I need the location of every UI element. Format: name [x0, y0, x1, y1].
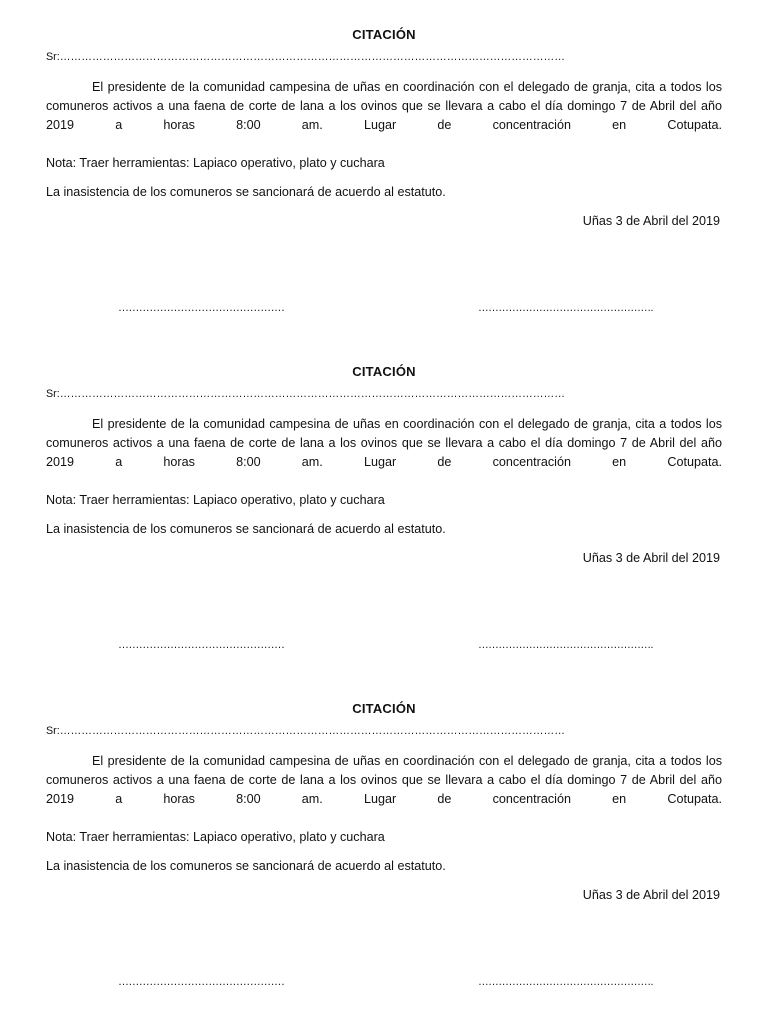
citacion-title: CITACIÓN — [352, 364, 416, 379]
nota-line: Nota: Traer herramientas: Lapiaco operativo, plato y cuchara — [46, 493, 385, 507]
body-line-2: todos los comuneros activos a una faena de corte de lana a los ovinos que se llevara a cabo el día domingo — [46, 754, 722, 787]
body-line-1: El presidente de la comunidad campesina de uñas en coordinación con el delegado de granja, cita a — [92, 754, 667, 768]
signature-line-left: ………………………………………… — [118, 302, 285, 314]
body-line-3: 7 de Abril del año 2019 a horas 8:00 am. Lugar de concentración en Cotupata. — [46, 99, 722, 132]
citacion-title: CITACIÓN — [352, 701, 416, 716]
citacion-block-2 — [46, 364, 722, 684]
body-line-1: El presidente de la comunidad campesina de uñas en coordinación con el delegado de granja, cita a — [92, 80, 667, 94]
citacion-block-1 — [46, 27, 722, 347]
body-line-3: 7 de Abril del año 2019 a horas 8:00 am. Lugar de concentración en Cotupata. — [46, 773, 722, 806]
recipient-line: Sr:…………………………………………………………………………………………………………………………… — [46, 725, 565, 737]
body-line-3: 7 de Abril del año 2019 a horas 8:00 am. Lugar de concentración en Cotupata. — [46, 436, 722, 469]
signature-line-left: ………………………………………… — [118, 639, 285, 651]
body-line-2: todos los comuneros activos a una faena de corte de lana a los ovinos que se llevara a cabo el día domingo — [46, 80, 722, 113]
nota-line: Nota: Traer herramientas: Lapiaco operativo, plato y cuchara — [46, 156, 385, 170]
signature-line-right: ……………………………………………. — [478, 302, 653, 314]
citacion-body — [46, 752, 722, 809]
inasistencia-line: La inasistencia de los comuneros se sancionará de acuerdo al estatuto. — [46, 185, 446, 199]
body-line-1: El presidente de la comunidad campesina de uñas en coordinación con el delegado de granja, cita a — [92, 417, 667, 431]
inasistencia-line: La inasistencia de los comuneros se sancionará de acuerdo al estatuto. — [46, 859, 446, 873]
signature-line-left: ………………………………………… — [118, 976, 285, 988]
date-line: Uñas 3 de Abril del 2019 — [582, 551, 720, 565]
citacion-title: CITACIÓN — [352, 27, 416, 42]
inasistencia-line: La inasistencia de los comuneros se sancionará de acuerdo al estatuto. — [46, 522, 446, 536]
recipient-line: Sr:…………………………………………………………………………………………………………………………… — [46, 51, 565, 63]
body-line-2: todos los comuneros activos a una faena de corte de lana a los ovinos que se llevara a cabo el día domingo — [46, 417, 722, 450]
citacion-body — [46, 415, 722, 472]
citacion-block-3 — [46, 701, 722, 1021]
signature-line-right: ……………………………………………. — [478, 976, 653, 988]
date-line: Uñas 3 de Abril del 2019 — [582, 888, 720, 902]
recipient-line: Sr:…………………………………………………………………………………………………………………………… — [46, 388, 565, 400]
citacion-body — [46, 78, 722, 135]
signature-line-right: ……………………………………………. — [478, 639, 653, 651]
date-line: Uñas 3 de Abril del 2019 — [582, 214, 720, 228]
nota-line: Nota: Traer herramientas: Lapiaco operativo, plato y cuchara — [46, 830, 385, 844]
